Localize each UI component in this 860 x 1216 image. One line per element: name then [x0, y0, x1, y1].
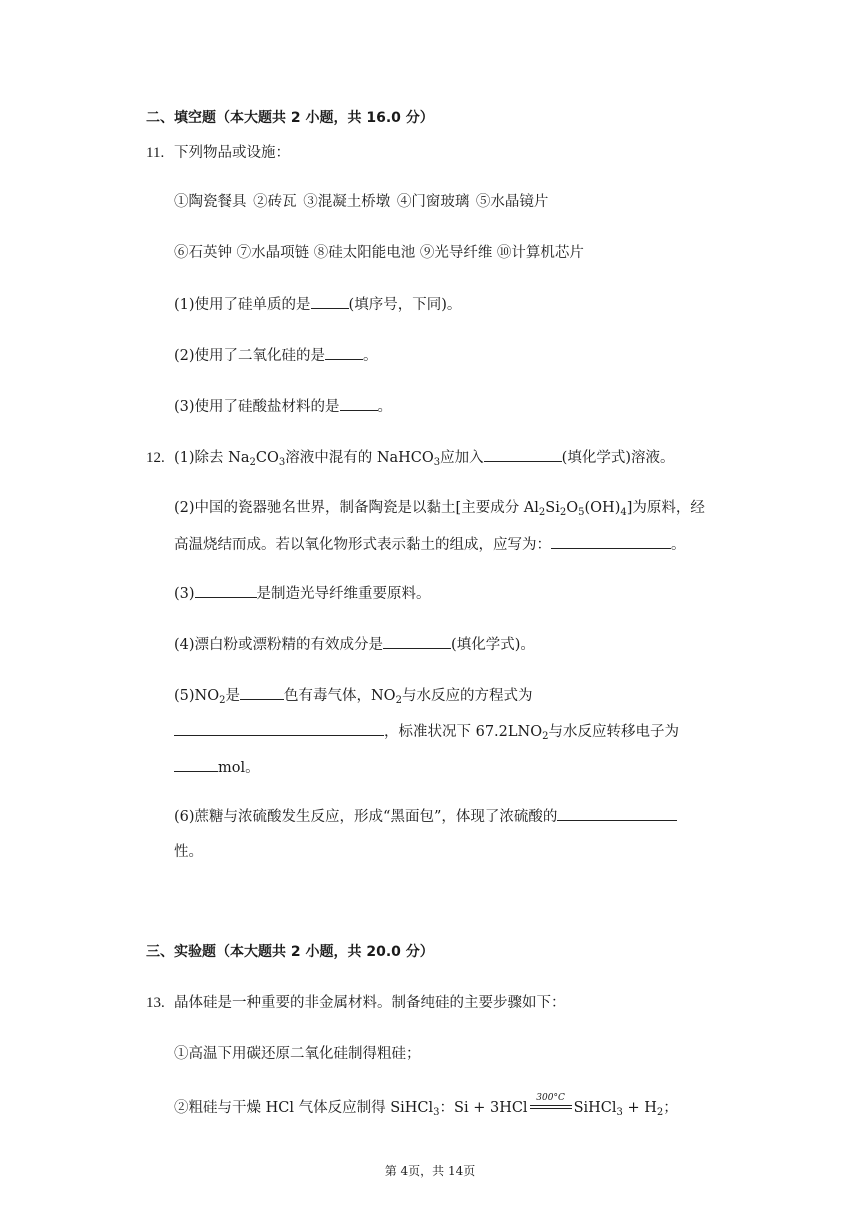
reaction-condition-arrow: [530, 1095, 572, 1115]
q11-part-1: (1)使用了硅单质的是 (填序号，下同)。: [174, 294, 461, 315]
reaction-condition: 300°C: [536, 1093, 565, 1103]
q12-part-5-line-1: $(5)NO_2$是 色有毒气体，$NO_2$与水反应的方程式为: [174, 685, 532, 706]
q11-part-2: (2)使用了二氧化硅的是 。: [174, 345, 378, 366]
options-row-2: ⑥石英钟 ⑦水晶项链 ⑧硅太阳能电池 ⑨光导纤维 ⑩计算机芯片: [174, 245, 584, 261]
q13-step-2: ②粗硅与干燥 HCl 气体反应制得 SiHCl$_3$：Si + 3HCl 300°C SiHCl$_3$ + $H_2$；: [174, 1093, 678, 1118]
q12-part-2-line-1: (2)中国的瓷器驰名世界，制备陶瓷是以黏土[主要成分 $Al_2Si_2O_5(OH)_4$]为原料，经: [174, 500, 705, 518]
q11-part-3: (3)使用了硅酸盐材料的是 。: [174, 396, 392, 417]
question-number: 11.: [146, 145, 165, 161]
answer-blank: [174, 721, 384, 736]
q12-part-3: (3) 是制造光导纤维重要原料。: [174, 583, 431, 604]
answer-blank: [484, 447, 562, 462]
answer-blank: [195, 583, 257, 598]
answer-blank: [551, 534, 671, 549]
q12-part-5-line-2: ，标准状况下 $67.2LNO_2$与水反应转移电子为: [174, 721, 679, 742]
q12-part-4: (4)漂白粉或漂粉精的有效成分是 (填化学式)。: [174, 634, 535, 655]
q13-step-1: ①高温下用碳还原二氧化硅制得粗硅；: [174, 1046, 421, 1062]
answer-blank: [311, 294, 349, 309]
answer-blank: [383, 634, 451, 649]
options-row-1: ①陶瓷餐具 ②砖瓦 ③混凝土桥墩 ④门窗玻璃 ⑤水晶镜片: [174, 194, 549, 210]
question-number: 12.: [146, 450, 165, 466]
q12-part-5-line-3: mol。: [174, 757, 260, 778]
q12-part-2-line-2: 高温烧结而成。若以氧化物形式表示黏土的组成，应写为： 。: [174, 534, 686, 555]
answer-blank: [325, 345, 363, 360]
page-footer: 第 4页，共 14页: [384, 1164, 476, 1178]
question-text: 晶体硅是一种重要的非金属材料。制备纯硅的主要步骤如下：: [174, 995, 566, 1011]
answer-blank: [557, 806, 677, 821]
question-11-stem: [146, 143, 290, 163]
section-title-fill-in: 二、填空题（本大题共 2 小题，共 16.0 分）: [146, 110, 434, 126]
q12-part-6-line-1: (6)蔗糖与浓硫酸发生反应，形成“黑面包”，体现了浓硫酸的: [174, 806, 677, 827]
question-number: 13.: [146, 995, 165, 1011]
q12-part-6-line-2: 性。: [174, 844, 203, 860]
answer-blank: [340, 396, 378, 411]
answer-blank: [174, 757, 218, 772]
section-title-experiment: 三、实验题（本大题共 2 小题，共 20.0 分）: [146, 944, 434, 960]
question-13-stem: [146, 993, 566, 1013]
q12-part-1: 12. (1)除去 $Na_2CO_3$溶液中混有的 NaHCO$_3$应加入 (填化学式)溶液。: [146, 447, 675, 468]
answer-blank: [240, 685, 284, 700]
question-text: 下列物品或设施：: [174, 145, 290, 161]
